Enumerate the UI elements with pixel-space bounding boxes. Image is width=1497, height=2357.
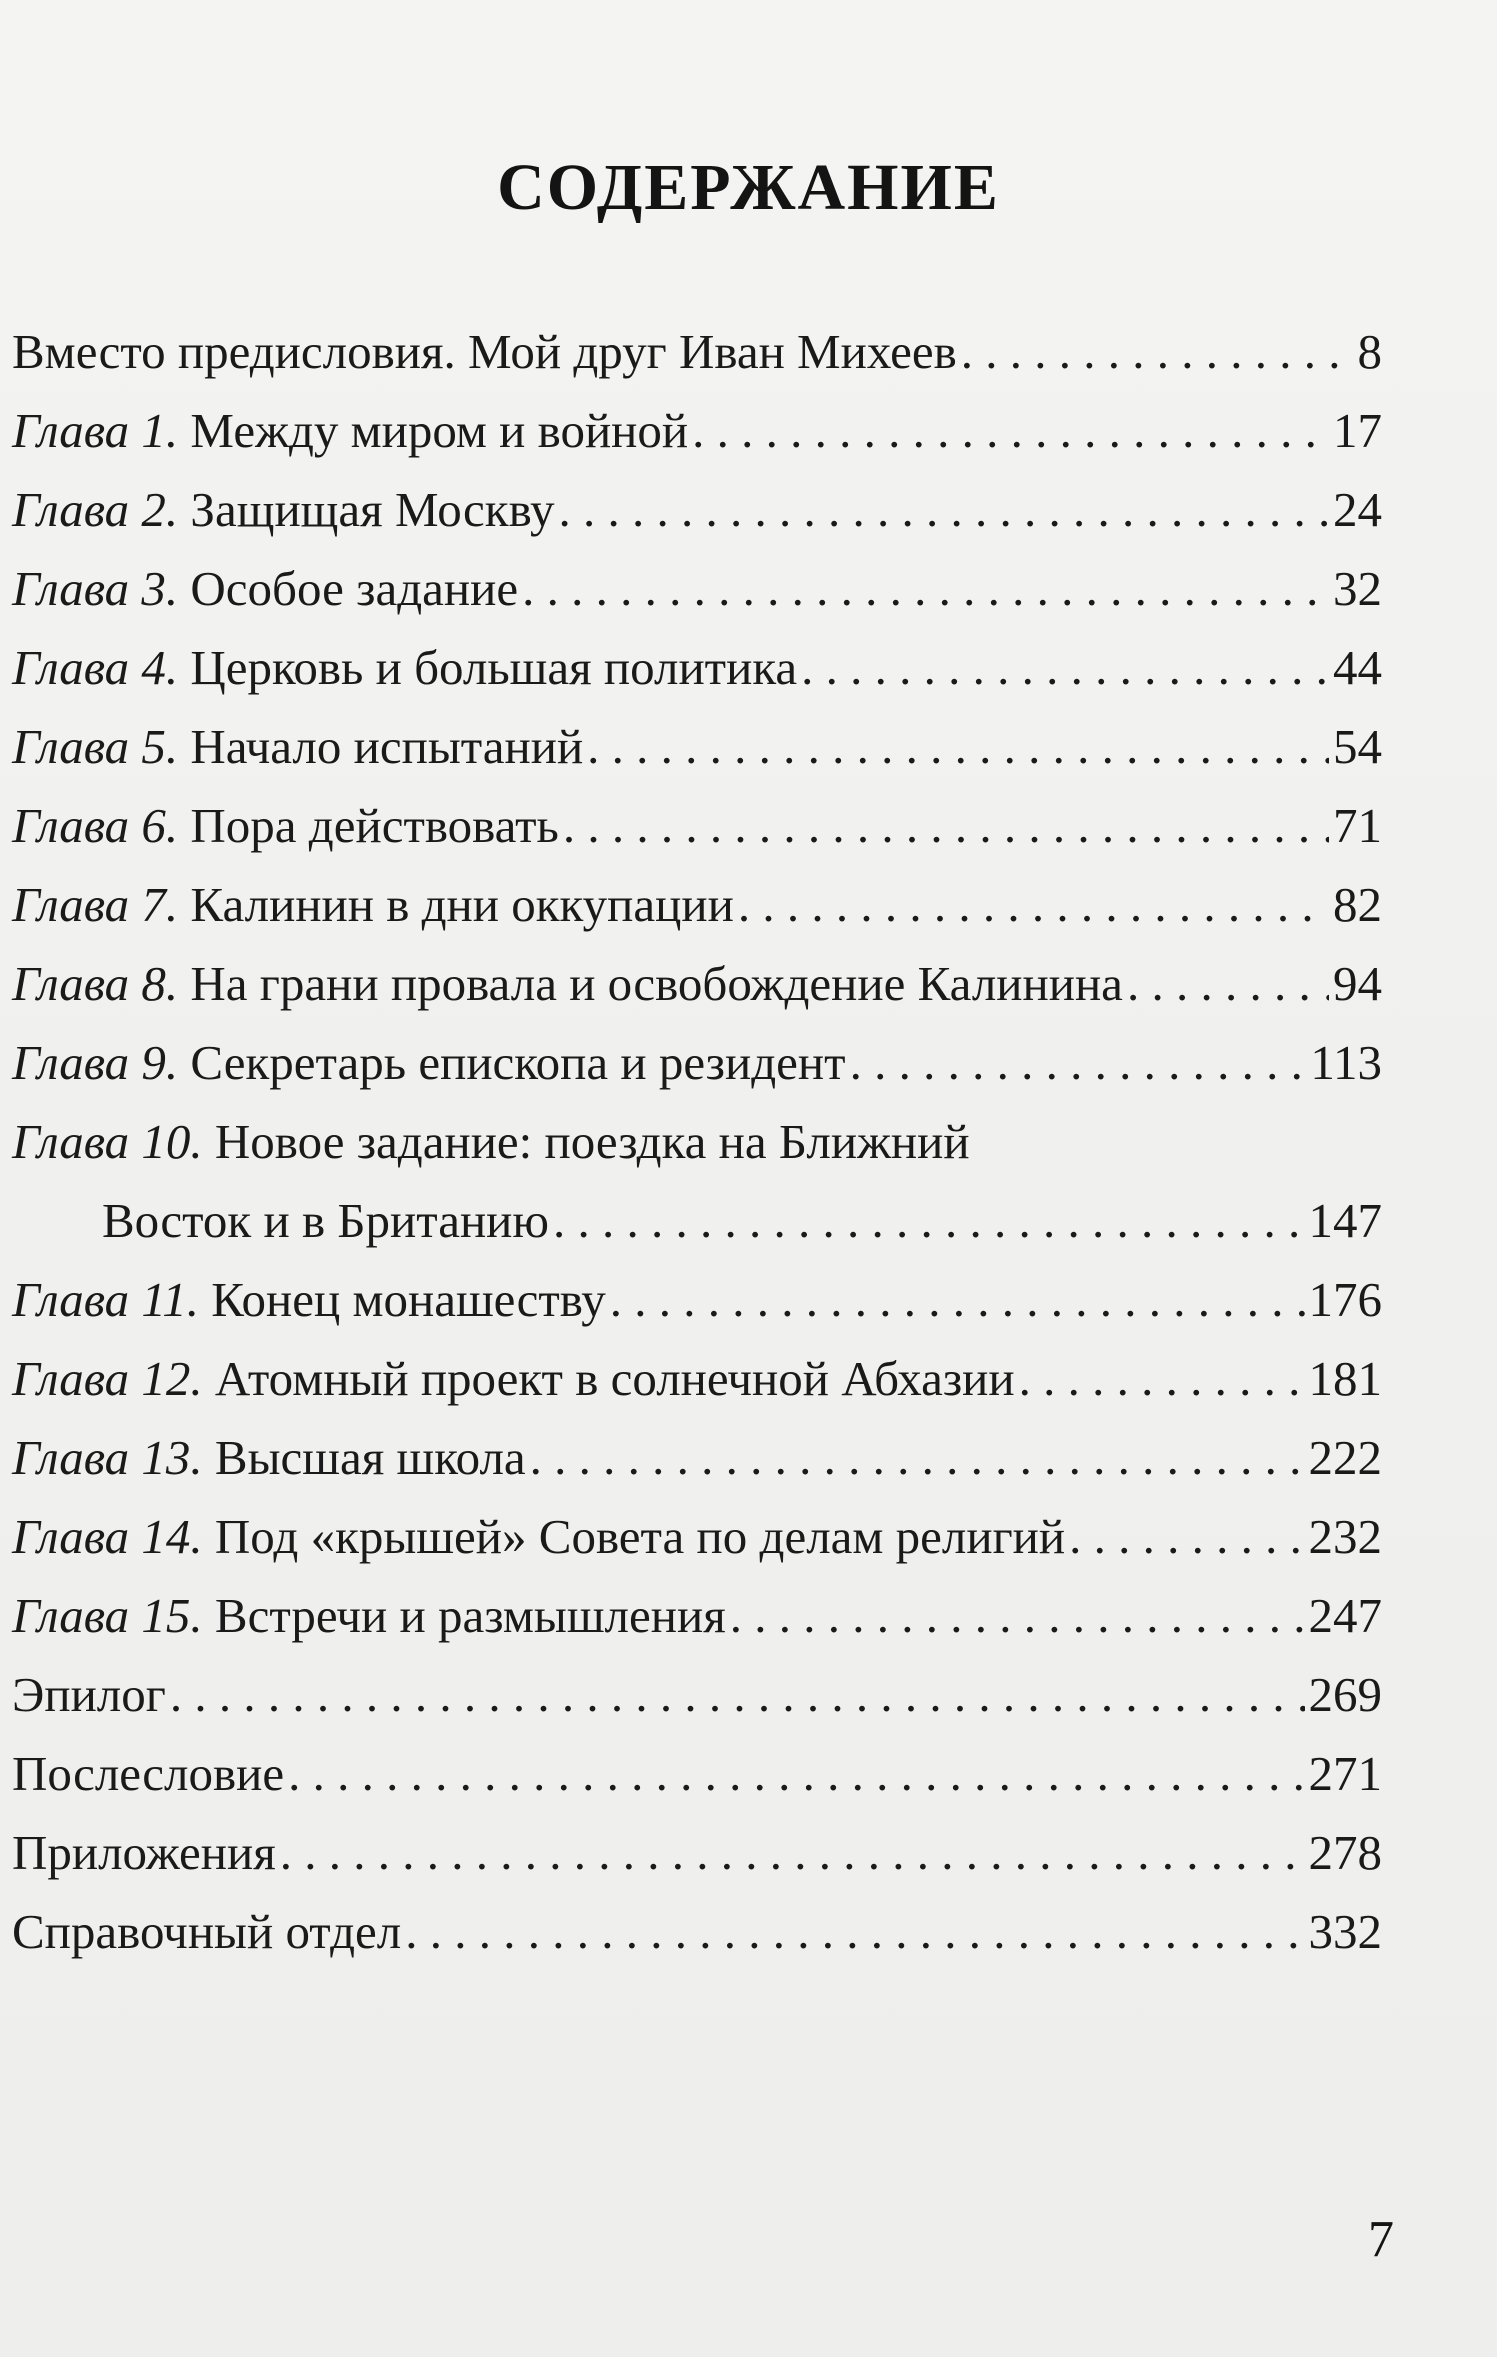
toc-entry-label: Глава 7. [12,877,179,932]
toc-entry [12,549,1382,628]
toc-dot-leader [610,1260,1305,1339]
toc-entry [12,312,1382,391]
toc-entry-page: 181 [1308,1351,1382,1406]
toc-entry-page: 113 [1310,1035,1382,1090]
toc-entry-title: Приложения [12,1825,276,1880]
toc-entry-title: На грани провала и освобождение Калинина [190,956,1123,1011]
toc-dot-leader [563,786,1329,865]
toc-entry-label: Глава 6. [12,798,179,853]
toc-entry [12,1734,1382,1813]
toc-entry-title: Пора действовать [190,798,559,853]
toc-entry-label: Глава 5. [12,719,179,774]
toc-entry-page: 278 [1308,1825,1382,1880]
toc-dot-leader [280,1813,1305,1892]
toc-entry-title: Между миром и войной [190,403,689,458]
toc-dot-leader [692,391,1329,470]
toc-entry [12,1576,1382,1655]
toc-entry [12,1497,1382,1576]
toc-entry-label: Глава 2. [12,482,179,537]
toc-entry-page: 71 [1333,798,1382,853]
toc-entry-label: Глава 1. [12,403,179,458]
toc-entry-label: Глава 15. [12,1588,203,1643]
toc-entry-title: Секретарь епископа и резидент [190,1035,846,1090]
toc-entry-label: Глава 14. [12,1509,203,1564]
toc-entry-page: 82 [1333,877,1382,932]
toc-dot-leader [288,1734,1304,1813]
toc-entry-page: 147 [1308,1193,1382,1248]
toc-entry [12,1418,1382,1497]
toc-dot-leader [961,312,1354,391]
toc-dot-leader [730,1576,1305,1655]
toc-entry-title: Конец монашеству [211,1272,606,1327]
toc-dot-leader [1127,944,1329,1023]
toc-dot-leader [850,1023,1307,1102]
toc-entry-page: 271 [1308,1746,1382,1801]
toc-entry-title: Высшая школа [214,1430,526,1485]
toc-entry-page: 269 [1308,1667,1382,1722]
toc-dot-leader [1019,1339,1305,1418]
toc-entry-title: Особое задание [190,561,519,616]
toc-entry [12,1339,1382,1418]
toc-dot-leader [1069,1497,1304,1576]
toc-entry [12,1813,1382,1892]
toc-entry-page: 8 [1357,324,1382,379]
toc-entry-label: Глава 4. [12,640,179,695]
toc-dot-leader [170,1655,1305,1734]
toc-entry-page: 24 [1333,482,1382,537]
toc-entry [12,707,1382,786]
toc-dot-leader [553,1181,1304,1260]
page-number: 7 [1368,2211,1394,2268]
toc-entry-title: Вместо предисловия. Мой друг Иван Михеев [12,324,957,379]
toc-entry [12,1102,1382,1181]
toc-entry-title: Защищая Москву [190,482,555,537]
table-of-contents [12,312,1382,1971]
toc-entry [12,865,1382,944]
toc-entry-page: 176 [1308,1272,1382,1327]
toc-entry-title: Новое задание: поездка на Ближний [214,1114,970,1169]
toc-dot-leader [559,470,1329,549]
toc-entry-title: Встречи и размышления [214,1588,726,1643]
toc-entry-page: 94 [1333,956,1382,1011]
toc-entry-page: 222 [1308,1430,1382,1485]
toc-entry-label: Глава 11. [12,1272,200,1327]
toc-entry [12,786,1382,865]
toc-entry-label: Глава 9. [12,1035,179,1090]
toc-entry [12,1260,1382,1339]
toc-entry-page: 32 [1333,561,1382,616]
toc-entry [12,1023,1382,1102]
toc-entry-continuation [12,1181,1382,1260]
toc-entry [12,1892,1382,1971]
toc-entry-title: Начало испытаний [190,719,584,774]
toc-entry [12,470,1382,549]
toc-entry-title: Справочный отдел [12,1904,402,1959]
toc-entry-page: 17 [1333,403,1382,458]
page-title: СОДЕРЖАНИЕ [497,151,1000,224]
toc-entry-label: Глава 3. [12,561,179,616]
toc-entry-title: Церковь и большая политика [190,640,798,695]
toc-entry-title: Послесловие [12,1746,285,1801]
toc-entry [12,1655,1382,1734]
toc-entry-title: Эпилог [12,1667,166,1722]
toc-entry-label: Глава 10. [12,1114,203,1169]
toc-entry-title: Под «крышей» Совета по делам религий [214,1509,1066,1564]
toc-entry-title: Калинин в дни оккупации [190,877,734,932]
toc-entry-page: 44 [1333,640,1382,695]
toc-dot-leader [405,1892,1304,1971]
toc-entry [12,391,1382,470]
toc-entry [12,628,1382,707]
toc-dot-leader [587,707,1329,786]
toc-entry-page: 232 [1308,1509,1382,1564]
toc-entry-title: Атомный проект в солнечной Абхазии [214,1351,1015,1406]
toc-dot-leader [530,1418,1305,1497]
toc-entry-page: 332 [1308,1904,1382,1959]
toc-entry [12,944,1382,1023]
toc-entry-label: Глава 12. [12,1351,203,1406]
toc-entry-label: Глава 13. [12,1430,203,1485]
toc-entry-title-continued: Восток и в Британию [102,1193,550,1248]
toc-entry-page: 247 [1308,1588,1382,1643]
toc-dot-leader [522,549,1329,628]
toc-dot-leader [738,865,1329,944]
toc-entry-label: Глава 8. [12,956,179,1011]
toc-entry-page: 54 [1333,719,1382,774]
toc-dot-leader [801,628,1329,707]
